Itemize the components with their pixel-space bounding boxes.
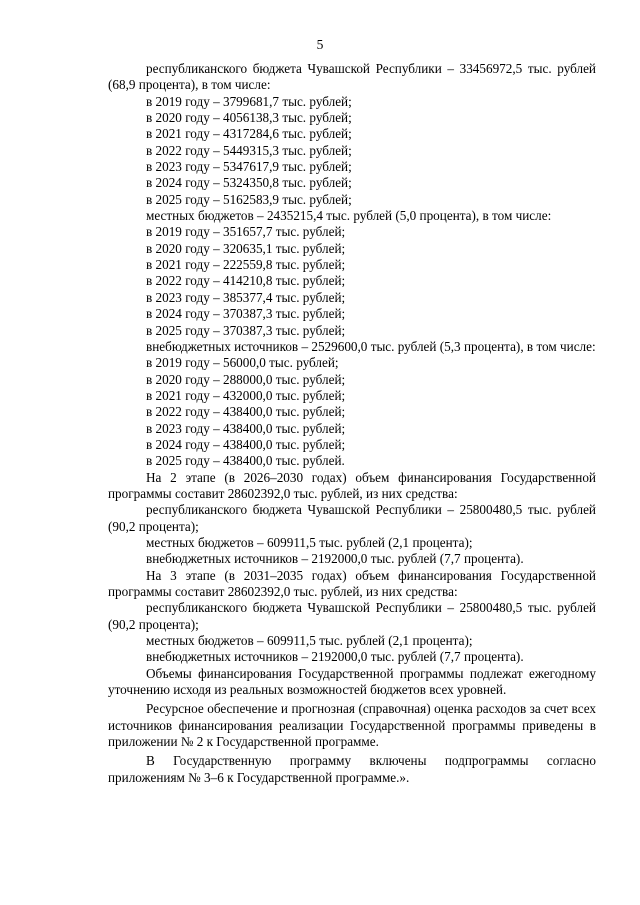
paragraph: в 2019 году – 56000,0 тыс. рублей; bbox=[146, 355, 339, 371]
paragraph: в 2025 году – 370387,3 тыс. рублей; bbox=[146, 322, 346, 338]
paragraph: внебюджетных источников – 2192000,0 тыс. рублей (7,7 процента). bbox=[146, 649, 524, 665]
paragraph: в 2021 году – 222559,8 тыс. рублей; bbox=[146, 257, 346, 273]
paragraph: в 2024 году – 5324350,8 тыс. рублей; bbox=[146, 175, 352, 191]
paragraph: в 2020 году – 320635,1 тыс. рублей; bbox=[146, 240, 346, 256]
paragraph: На 2 этапе (в 2026–2030 годах) объем финансирования Государственной программы составит 28602392,0 тыс. рублей, из них средства: bbox=[108, 469, 596, 501]
paragraph: Ресурсное обеспечение и прогнозная (справочная) оценка расходов за счет всех источников финансирования реализации Государственной программы приведены в приложении № 2 к Государственной программе. bbox=[108, 701, 596, 750]
paragraph: внебюджетных источников – 2192000,0 тыс. рублей (7,7 процента). bbox=[146, 551, 524, 567]
paragraph: Объемы финансирования Государственной программы подлежат ежегодному уточнению исходя из реальных возможностей бюджетов всех уровней. bbox=[108, 665, 596, 698]
paragraph: В Государственную программу включены подпрограммы согласно приложениям № 3–6 к Государственной программе.». bbox=[108, 753, 596, 785]
paragraph: в 2020 году – 288000,0 тыс. рублей; bbox=[146, 371, 346, 387]
paragraph: в 2021 году – 432000,0 тыс. рублей; bbox=[146, 387, 346, 403]
document-body bbox=[108, 61, 596, 786]
paragraph: республиканского бюджета Чувашской Республики – 25800480,5 тыс. рублей (90,2 процента); bbox=[108, 600, 596, 632]
paragraph: в 2023 году – 385377,4 тыс. рублей; bbox=[146, 289, 346, 305]
page-number: 5 bbox=[316, 37, 324, 52]
paragraph: в 2020 году – 4056138,3 тыс. рублей; bbox=[146, 110, 352, 126]
paragraph: в 2022 году – 5449315,3 тыс. рублей; bbox=[146, 142, 352, 158]
paragraph: в 2024 году – 438400,0 тыс. рублей; bbox=[146, 436, 346, 452]
paragraph: в 2019 году – 3799681,7 тыс. рублей; bbox=[146, 93, 352, 109]
paragraph: местных бюджетов – 609911,5 тыс. рублей (2,1 процента); bbox=[146, 534, 473, 550]
paragraph: в 2022 году – 414210,8 тыс. рублей; bbox=[146, 273, 346, 289]
paragraph: местных бюджетов – 609911,5 тыс. рублей (2,1 процента); bbox=[146, 633, 473, 649]
paragraph: в 2024 году – 370387,3 тыс. рублей; bbox=[146, 306, 346, 322]
paragraph: в 2025 году – 5162583,9 тыс. рублей; bbox=[146, 191, 352, 207]
paragraph: в 2025 году – 438400,0 тыс. рублей. bbox=[146, 453, 345, 469]
paragraph: внебюджетных источников – 2529600,0 тыс. рублей (5,3 процента), в том числе: bbox=[146, 338, 596, 354]
paragraph: в 2021 году – 4317284,6 тыс. рублей; bbox=[146, 126, 352, 142]
paragraph: в 2022 году – 438400,0 тыс. рублей; bbox=[146, 404, 346, 420]
paragraph: республиканского бюджета Чувашской Республики – 33456972,5 тыс. рублей (68,9 процента), в том числе: bbox=[108, 61, 596, 93]
paragraph: местных бюджетов – 2435215,4 тыс. рублей (5,0 процента), в том числе: bbox=[146, 208, 552, 224]
paragraph: республиканского бюджета Чувашской Республики – 25800480,5 тыс. рублей (90,2 процента); bbox=[108, 502, 596, 534]
paragraph: На 3 этапе (в 2031–2035 годах) объем финансирования Государственной программы составит 28602392,0 тыс. рублей, из них средства: bbox=[108, 567, 596, 599]
paragraph: в 2019 году – 351657,7 тыс. рублей; bbox=[146, 224, 346, 240]
paragraph: в 2023 году – 438400,0 тыс. рублей; bbox=[146, 420, 346, 436]
paragraph: в 2023 году – 5347617,9 тыс. рублей; bbox=[146, 159, 352, 175]
